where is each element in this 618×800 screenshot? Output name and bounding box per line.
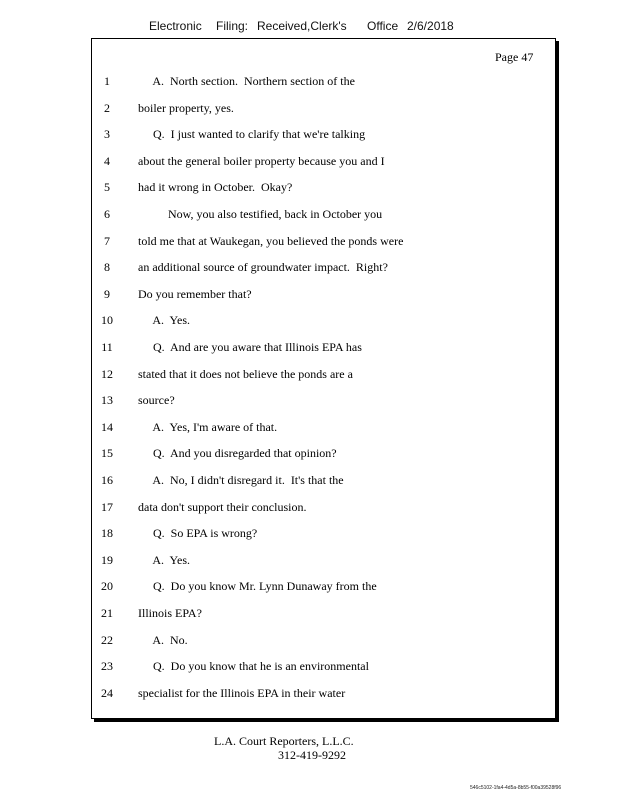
line-number: 22 bbox=[101, 632, 113, 647]
document-hash: 546c5102-1fa4-4d5a-8b55-f00a39528f96 bbox=[470, 785, 562, 791]
line-text: source? bbox=[138, 393, 175, 408]
footer-company: L.A. Court Reporters, L.L.C. bbox=[214, 734, 354, 748]
header-filing: Filing: bbox=[216, 19, 249, 33]
transcript-line bbox=[0, 658, 618, 678]
transcript-line bbox=[0, 153, 618, 173]
line-text: data don't support their conclusion. bbox=[138, 499, 307, 514]
line-number: 2 bbox=[104, 100, 110, 115]
line-number: 19 bbox=[101, 552, 113, 567]
line-text: Q. Do you know Mr. Lynn Dunaway from the bbox=[138, 579, 377, 594]
line-number: 15 bbox=[101, 446, 113, 461]
line-text: Q. And you disregarded that opinion? bbox=[138, 446, 337, 461]
line-text: A. No, I didn't disregard it. It's that the bbox=[138, 473, 344, 487]
line-number: 9 bbox=[104, 286, 110, 301]
line-number: 14 bbox=[101, 419, 113, 434]
line-text: Do you remember that? bbox=[138, 286, 252, 301]
line-number: 8 bbox=[104, 260, 110, 275]
transcript-line bbox=[0, 206, 618, 226]
line-text: A. Yes. bbox=[138, 313, 191, 328]
header-date: 2/6/2018 bbox=[407, 19, 454, 33]
line-text: A. No. bbox=[138, 632, 188, 647]
line-number: 7 bbox=[104, 233, 110, 248]
line-number: 18 bbox=[101, 526, 113, 541]
line-number: 21 bbox=[101, 606, 113, 620]
line-number: 12 bbox=[101, 366, 113, 381]
transcript-line bbox=[0, 685, 618, 705]
transcript-line bbox=[0, 126, 618, 146]
line-number: 5 bbox=[104, 180, 110, 195]
line-number: 6 bbox=[104, 207, 110, 221]
header-office: Office bbox=[367, 19, 399, 33]
transcript-line bbox=[0, 73, 618, 93]
transcript-line bbox=[0, 499, 618, 519]
line-text: A. Yes. bbox=[138, 552, 191, 567]
transcript-line bbox=[0, 552, 618, 572]
line-text: stated that it does not believe the ponds are a bbox=[138, 366, 353, 381]
line-number: 3 bbox=[104, 127, 110, 142]
transcript-line bbox=[0, 339, 618, 359]
line-number: 20 bbox=[101, 579, 113, 594]
transcript-line bbox=[0, 472, 618, 492]
line-text: Q. I just wanted to clarify that we're talking bbox=[138, 127, 366, 142]
line-number: 17 bbox=[101, 499, 113, 514]
line-number: 13 bbox=[101, 393, 113, 408]
line-text: A. Yes, I'm aware of that. bbox=[138, 419, 278, 434]
transcript-line bbox=[0, 100, 618, 120]
line-text: about the general boiler property because you and I bbox=[138, 153, 385, 168]
line-text: specialist for the Illinois EPA in their water bbox=[138, 685, 346, 700]
transcript-line bbox=[0, 605, 618, 625]
line-number: 11 bbox=[101, 340, 113, 354]
line-text: told me that at Waukegan, you believed the ponds were bbox=[138, 233, 404, 248]
line-text: Q. Do you know that he is an environmental bbox=[138, 659, 369, 674]
line-number: 10 bbox=[101, 313, 113, 328]
line-text: Q. And are you aware that Illinois EPA has bbox=[138, 340, 362, 354]
transcript-line bbox=[0, 259, 618, 279]
transcript-line bbox=[0, 286, 618, 306]
header-electronic: Electronic bbox=[149, 19, 202, 33]
transcript-line bbox=[0, 366, 618, 386]
line-text: had it wrong in October. Okay? bbox=[138, 180, 293, 195]
line-text: an additional source of groundwater impact. Right? bbox=[138, 260, 388, 275]
line-number: 16 bbox=[101, 473, 113, 487]
transcript-line bbox=[0, 312, 618, 332]
line-text: A. North section. Northern section of the bbox=[138, 74, 355, 88]
footer-phone: 312-419-9292 bbox=[278, 748, 346, 762]
transcript-line bbox=[0, 445, 618, 465]
line-text: Q. So EPA is wrong? bbox=[138, 526, 258, 541]
line-number: 24 bbox=[101, 685, 113, 700]
line-text: boiler property, yes. bbox=[138, 100, 234, 115]
transcript-line bbox=[0, 419, 618, 439]
page-number: Page 47 bbox=[495, 50, 534, 64]
transcript-line bbox=[0, 233, 618, 253]
line-text: Now, you also testified, back in October you bbox=[138, 207, 383, 221]
header-received-clerks: Received,Clerk's bbox=[257, 19, 347, 33]
transcript-line bbox=[0, 392, 618, 412]
line-number: 1 bbox=[104, 74, 110, 88]
line-number: 4 bbox=[104, 153, 110, 168]
transcript-line bbox=[0, 578, 618, 598]
transcript-line bbox=[0, 179, 618, 199]
line-text: Illinois EPA? bbox=[138, 606, 202, 620]
line-number: 23 bbox=[101, 659, 113, 674]
transcript-line bbox=[0, 632, 618, 652]
transcript-line bbox=[0, 525, 618, 545]
